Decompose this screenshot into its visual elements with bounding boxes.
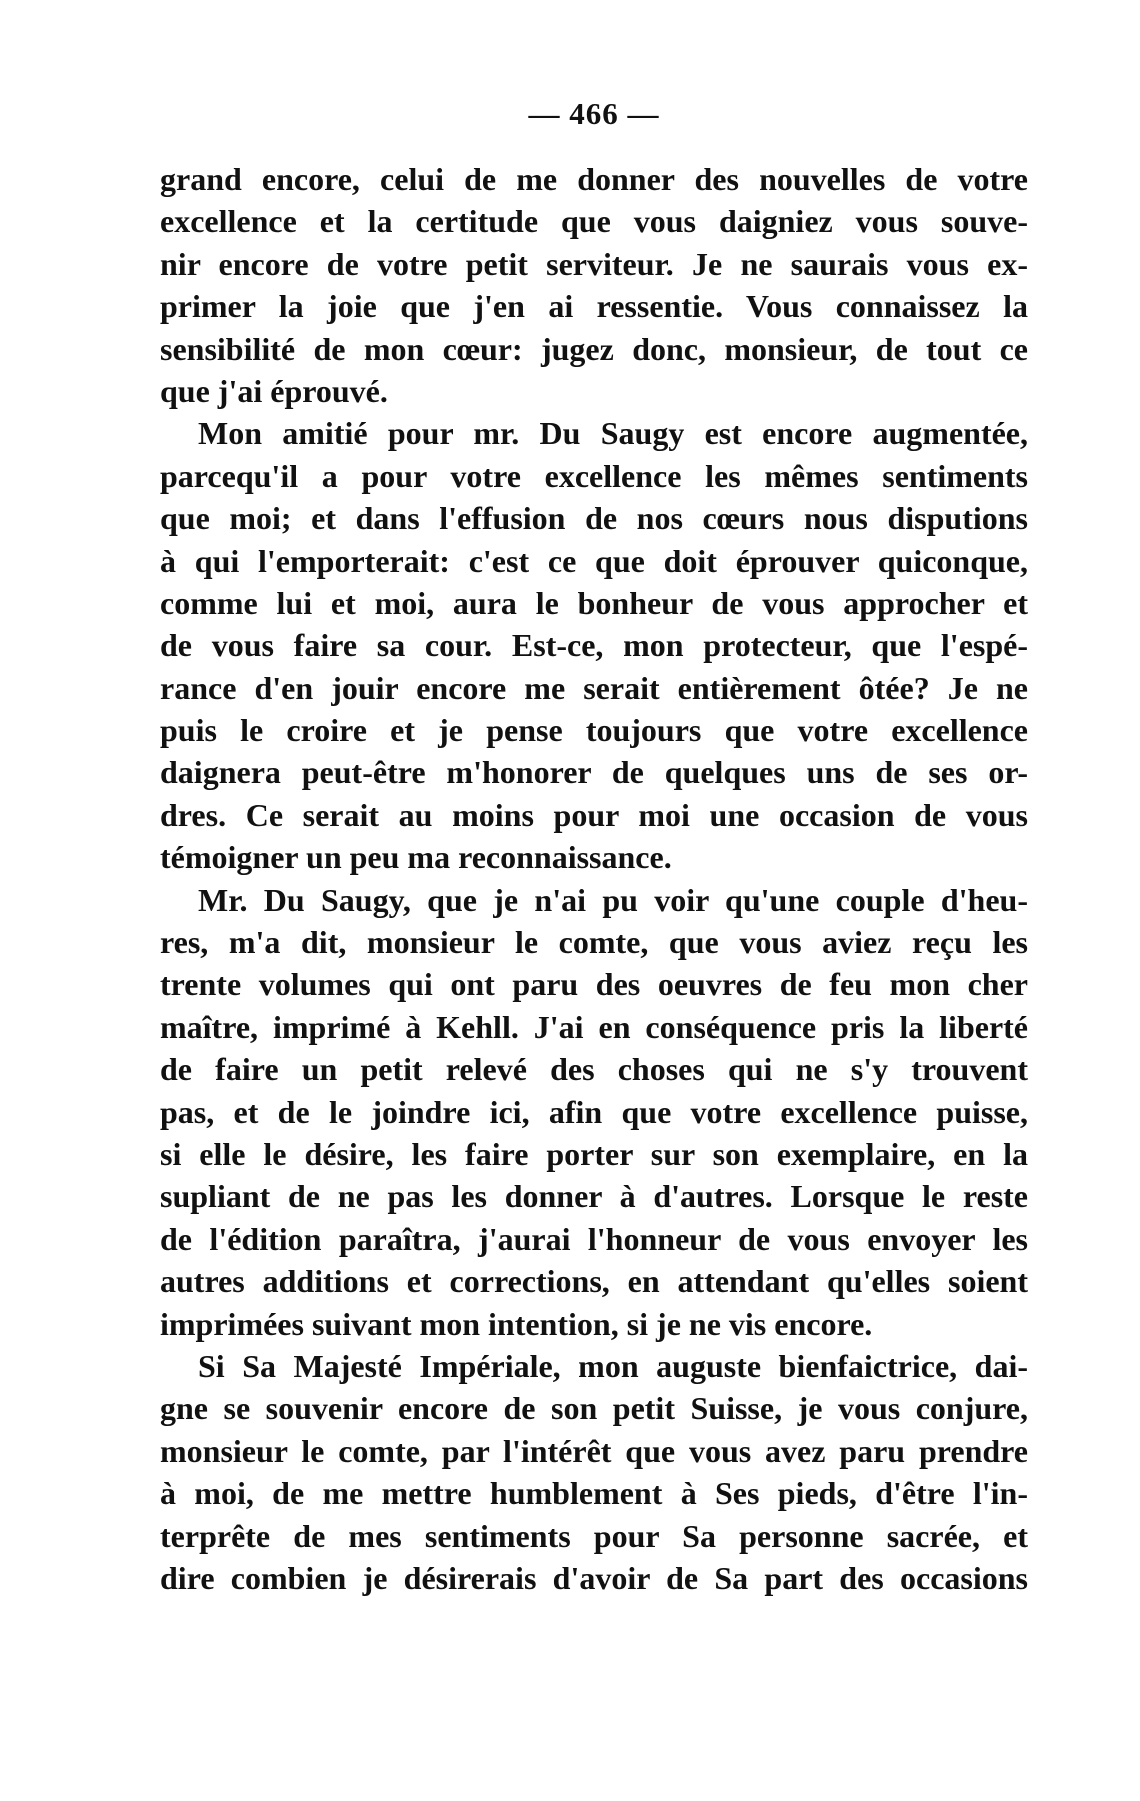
text-line: de l'édition paraîtra, j'aurai l'honneur de vous envoyer les [160, 1220, 1028, 1257]
text-line: si elle le désire, les faire porter sur son exemplaire, en la [160, 1135, 1028, 1172]
text-line: nir encore de votre petit serviteur. Je ne saurais vous ex- [160, 245, 1028, 282]
text-line: gne se souvenir encore de son petit Suisse, je vous conjure, [160, 1390, 1028, 1427]
paragraph-1 [160, 158, 1028, 412]
text-line: excellence et la certitude que vous daigniez vous souve- [160, 203, 1028, 240]
text-line: dire combien je désirerais d'avoir de Sa part des occasions [160, 1559, 1028, 1596]
page-number: — 466 — [528, 96, 660, 131]
text-line: rance d'en jouir encore me serait entièrement ôtée? Je ne [160, 669, 1028, 706]
text-line: parcequ'il a pour votre excellence les mêmes sentiments [160, 457, 1028, 494]
text-line: imprimées suivant mon intention, si je ne vis encore. [160, 1305, 873, 1342]
text-line: témoigner un peu ma reconnaissance. [160, 839, 672, 876]
text-line: primer la joie que j'en ai ressentie. Vous connaissez la [160, 288, 1028, 325]
text-line: puis le croire et je pense toujours que votre excellence [160, 712, 1028, 749]
text-line: à qui l'emporterait: c'est ce que doit éprouver quiconque, [160, 542, 1028, 579]
text-line: terprête de mes sentiments pour Sa personne sacrée, et [160, 1517, 1028, 1554]
text-line: de vous faire sa cour. Est-ce, mon protecteur, que l'espé- [160, 627, 1028, 664]
text-line: Si Sa Majesté Impériale, mon auguste bienfaictrice, dai- [198, 1347, 1028, 1384]
paragraph-2 [160, 412, 1028, 878]
text-line: comme lui et moi, aura le bonheur de vous approcher et [160, 584, 1028, 621]
book-page [160, 96, 1028, 1599]
text-line: dres. Ce serait au moins pour moi une occasion de vous [160, 796, 1028, 833]
text-line: pas, et de le joindre ici, afin que votre excellence puisse, [160, 1093, 1028, 1130]
text-line: que j'ai éprouvé. [160, 372, 388, 409]
text-line: trente volumes qui ont paru des oeuvres de feu mon cher [160, 966, 1028, 1003]
text-line: sensibilité de mon cœur: jugez donc, monsieur, de tout ce [160, 330, 1028, 367]
text-line: que moi; et dans l'effusion de nos cœurs nous disputions [160, 500, 1028, 537]
text-line: daignera peut-être m'honorer de quelques uns de ses or- [160, 754, 1028, 791]
paragraph-3 [160, 879, 1028, 1345]
text-line: à moi, de me mettre humblement à Ses pieds, d'être l'in- [160, 1475, 1028, 1512]
text-line: grand encore, celui de me donner des nouvelles de votre [160, 161, 1028, 197]
paragraph-4 [160, 1345, 1028, 1599]
text-line: de faire un petit relevé des choses qui ne s'y trouvent [160, 1051, 1028, 1088]
text-line: monsieur le comte, par l'intérêt que vous avez paru prendre [160, 1432, 1028, 1469]
text-line: autres additions et corrections, en attendant qu'elles soient [160, 1263, 1028, 1300]
text-line: res, m'a dit, monsieur le comte, que vous aviez reçu les [160, 924, 1028, 961]
text-line: maître, imprimé à Kehll. J'ai en conséquence pris la liberté [160, 1008, 1028, 1045]
text-line: supliant de ne pas les donner à d'autres. Lorsque le reste [160, 1178, 1028, 1215]
text-line: Mr. Du Saugy, que je n'ai pu voir qu'une couple d'heu- [198, 881, 1028, 918]
text-line: Mon amitié pour mr. Du Saugy est encore augmentée, [198, 415, 1028, 452]
